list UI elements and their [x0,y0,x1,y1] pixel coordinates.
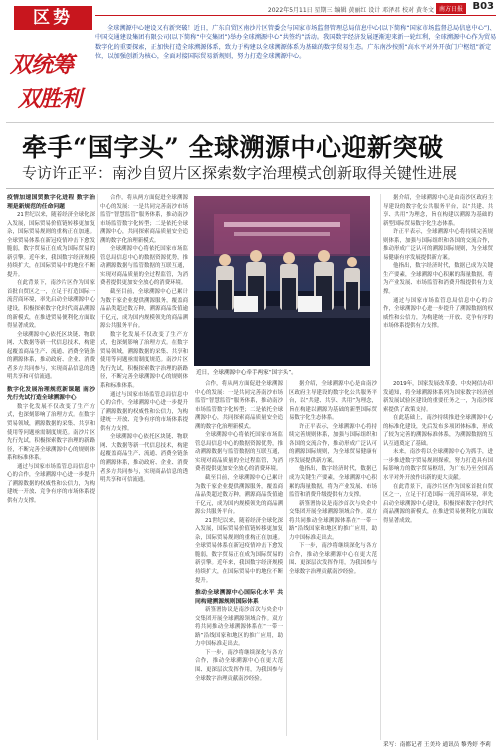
headline: 牵手“国字头” 全球溯源中心迎新突破 [22,133,444,162]
paragraph: 全球溯源中心依托区块链、物联网、大数据等新一代信息技术，构建起覆盖商品生产、流通、消费全链条的溯源体系，推动政府、企业、消费者多方共同参与，实现商品信息的透明共享和可信流通。 [100,434,188,484]
column-divider [97,194,98,740]
paragraph: 下一步，南沙将继续深化与各方合作，推动全球溯源中心在更大范围、更深层次发挥作用，为我国参与全球数字治理贡献南沙经验。 [195,649,283,682]
article-column-1 [7,194,95,740]
article-column-5 [383,194,493,376]
paragraph: 21世纪以来，随着经济全球化深入发展，国际贸易价值链转移更加复杂，国际贸易规则的重构正在加速。全球贸易体系在新冠疫情冲击下愈发脆弱，数字贸易正在成为国际贸易的新引擎。近年来，我国数字经济规模持续扩大，在国际贸易中的地位不断提升。 [7,212,95,278]
paragraph: 在此基础上，南沙持续推进全球溯源中心的标准化建设，先后发布多项团体标准，形成了较为完善的溯源标准体系，为溯源数据的互认互通奠定了基础。 [383,415,493,447]
photo-illustration [194,196,370,366]
section-tag: 区势 [14,6,92,30]
photo-caption: 近日，全球溯源中心牵手两家“国字头”。 [196,370,297,376]
paper-info: 2022年5月11日 星期三 编辑 黄丽红 设计 邓泽君 校对 黄冬文 [267,7,434,14]
article-column-3 [195,380,283,736]
paragraph: 在此背景下，南沙片区作为国家首批自贸区之一，立足于打造国际一流营商环境，率先启动全球溯源中心建设，积极探索数字化时代商品溯源的新模式，在推进贸易便利化方面取得显著成效。 [7,280,95,330]
signing-ceremony-photo [194,196,370,366]
paragraph: 2019年，国家发展改革委、中央网信办印发通知，将全球溯源体系列为国家数字经济创新发展试验区建设的重要任务之一，为南沙探索提供了政策支持。 [383,381,493,413]
paragraph: 21世纪以来，随着经济全球化深入发展，国际贸易价值链转移更加复杂，国际贸易规则的重构正在加速。全球贸易体系在新冠疫情冲击下愈发脆弱，数字贸易正在成为国际贸易的新引擎。近年来，我国数字经济规模持续扩大，在国际贸易中的地位不断提升。 [195,517,283,584]
headline-rule [6,188,494,189]
section-title: 推动全球溯源中心国际化水平 共同构建溯源规则国际体系 [195,590,283,605]
paragraph: 合作，将从两方面促进全球溯源中心的发展：一是共同完善南沙市场监管“智慧监管”服务体系，推动南沙市场监管数字化转型；二是依托全球溯源中心，共同探索商品质量安全追溯的数字化治理新模式。 [100,195,188,244]
column-divider [286,380,287,736]
paragraph: 截至目前，全球溯源中心已累计为数千家企业提供溯源服务，覆盖商品品类超过数万种，溯源商品货值逾千亿元，成为国内规模领先的商品溯源公共服务平台。 [195,475,283,516]
campaign-logo [4,44,88,124]
paragraph: 下一步，南沙将继续深化与各方合作，推动全球溯源中心在更大范围、更深层次发挥作用，为我国参与全球数字治理贡献南沙经验。 [289,543,377,576]
article-column-6 [383,380,493,736]
section-title: 数字化发展治理规范新课题 南沙先行先试打造全球溯源中心 [7,386,95,402]
column-divider [380,194,381,740]
paragraph: 许正平表示，全球溯源中心将持续完善规则体系，加强与国际组织和各国的交流合作，推动形成广泛认可的溯源国际规则，为全球贸易健康有序发展提供新方案。 [383,229,493,261]
paragraph: 新签署协议是南沙首次与央企中交集团开展全球溯源领域合作。双方将共同推动全球溯源体系在“一带一路”沿线国家和地区的推广应用，助力中国标准走出去。 [195,607,283,648]
campaign-line-1: 双统筹 [10,53,74,78]
paragraph: 数字化发展不仅改变了生产方式，也深刻影响了治理方式。在数字贸易领域，溯源数据的采集、共享和使用等问题亟需制度规范。南沙片区先行先试，积极探索数字治理的新路径，不断完善全球溯源中心的规则体系和标准体系。 [100,331,188,390]
section-title: 疫情加速国贸数字化进程 数字治理是新规范的任命问题 [7,195,95,210]
paragraph: 全球溯源中心将依托国家市场监管总局信息中心的数据资源优势，推动溯源数据与监管数据的互联互通，实现对商品质量的全过程监管，为消费者提供更加安全放心的消费环境。 [195,432,283,473]
paper-name-tag: 南方日报 [436,3,466,14]
byline-credits: 采写：南都记者 王美玲 通讯员 黎秀婷 李莉 [383,742,491,748]
paragraph: 合作，将从两方面促进全球溯源中心的发展：一是共同完善南沙市场监管“智慧监管”服务体系，推动南沙市场监管数字化转型；二是依托全球溯源中心，共同探索商品质量安全追溯的数字化治理新模式。 [195,381,283,430]
article-column-2 [100,194,188,740]
paragraph: 全球溯源中心将依托国家市场监管总局信息中心的数据资源优势，推动溯源数据与监管数据的互联互通，实现对商品质量的全过程监管，为消费者提供更加安全放心的消费环境。 [100,246,188,287]
intro-divider [6,122,494,123]
paragraph: 据介绍，全球溯源中心是由南沙区政府主导建设的数字化公共服务平台，以“共建、共享、共用”为理念，旨在构建以溯源为基础的新型国际贸易数字化生态体系。 [383,195,493,227]
paragraph: 通过与国家市场监管总局信息中心的合作，全球溯源中心进一步提升了溯源数据的权威性和公信力，为构建统一开放、竞争有序的市场体系提供有力支撑。 [7,463,95,504]
paragraph: 数字化发展不仅改变了生产方式，也深刻影响了治理方式。在数字贸易领域，溯源数据的采集、共享和使用等问题亟需制度规范。南沙片区先行先试，积极探索数字治理的新路径，不断完善全球溯源中心的规则体系和标准体系。 [7,403,95,462]
paragraph: 通过与国家市场监管总局信息中心的合作，全球溯源中心进一步提升了溯源数据的权威性和公信力，为构建统一开放、竞争有序的市场体系提供有力支撑。 [383,297,493,330]
intro-paragraph: 全球溯源中心建设又有新突破！近日，广东自贸区南沙片区管委会与国家市场监督管理总局信息中心(以下简称“国家市场监督总局信息中心”)、中国交通建设集团有限公司(以下简称“中交集团”)举办全球溯源中心“共签约”活动。我国数字经济发展逐渐迎来新一轮红利，全球溯源中心作为贸易数字化的重要探索，正加快打造全球溯源体系，致力于构建以全球溯源体系为基础的数字贸易生态。广东南沙按照“高水平对外开放门户枢纽”新定位，以加强创新为核心，全面对接国际贸易新规则，努力打造全球溯源中心。 [95,25,497,60]
paragraph: 在此背景下，南沙片区作为国家首批自贸区之一，立足于打造国际一流营商环境，率先启动全球溯源中心建设，积极探索数字化时代商品溯源的新模式，在推进贸易便利化方面取得显著成效。 [383,483,493,524]
campaign-line-2: 双胜利 [18,87,82,112]
page-number: B03 [472,1,494,12]
paragraph: 他指出，数字经济时代，数据已成为关键生产要素，全球溯源中心积累的海量数据，将为产业发展、市场监管和消费升级提供有力支撑。 [289,466,377,499]
paragraph: 未来，南沙将以全球溯源中心为抓手，进一步推进数字贸易规则探索，努力打造具有国际影响力的数字贸易枢纽，为广东乃至全国高水平对外开放作出新的更大贡献。 [383,449,493,482]
header-rule [95,15,496,16]
article-column-4 [289,380,377,736]
paragraph: 许正平表示，全球溯源中心将持续完善规则体系，加强与国际组织和各国的交流合作，推动形成广泛认可的溯源国际规则，为全球贸易健康有序发展提供新方案。 [289,423,377,464]
paragraph: 通过与国家市场监管总局信息中心的合作，全球溯源中心进一步提升了溯源数据的权威性和公信力，为构建统一开放、竞争有序的市场体系提供有力支撑。 [100,391,188,432]
paragraph: 全球溯源中心依托区块链、物联网、大数据等新一代信息技术，构建起覆盖商品生产、流通、消费全链条的溯源体系，推动政府、企业、消费者多方共同参与，实现商品信息的透明共享和可信流通。 [7,331,95,381]
paragraph: 新签署协议是南沙首次与央企中交集团开展全球溯源领域合作。双方将共同推动全球溯源体系在“一带一路”沿线国家和地区的推广应用，助力中国标准走出去。 [289,500,377,541]
subheadline: 专访许正平：南沙自贸片区探索数字治理模式创新取得关键性进展 [22,164,458,182]
paragraph: 他指出，数字经济时代，数据已成为关键生产要素，全球溯源中心积累的海量数据，将为产业发展、市场监管和消费升级提供有力支撑。 [383,263,493,296]
paragraph: 截至目前，全球溯源中心已累计为数千家企业提供溯源服务，覆盖商品品类超过数万种，溯源商品货值逾千亿元，成为国内规模领先的商品溯源公共服务平台。 [100,289,188,330]
paragraph: 据介绍，全球溯源中心是由南沙区政府主导建设的数字化公共服务平台，以“共建、共享、共用”为理念，旨在构建以溯源为基础的新型国际贸易数字化生态体系。 [289,381,377,422]
